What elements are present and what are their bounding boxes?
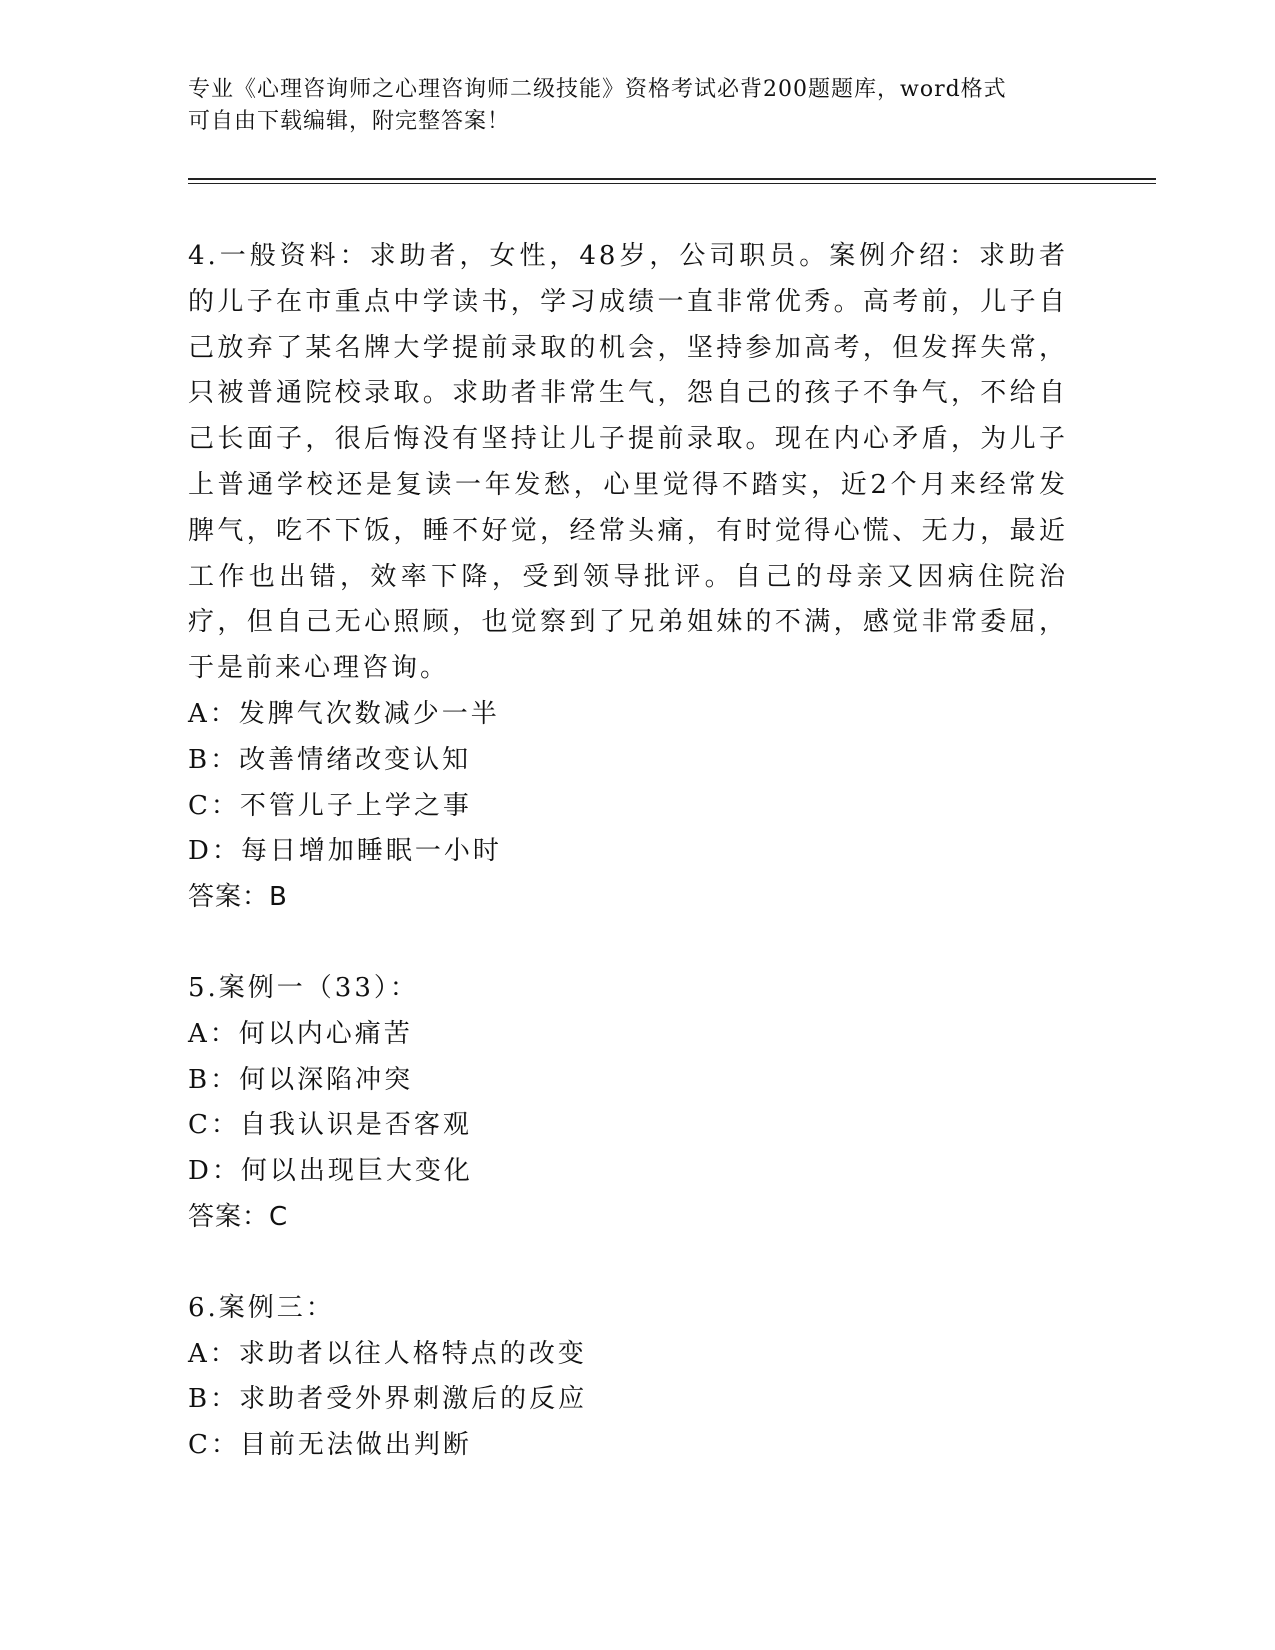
answer-label: 答案：C [188, 1201, 289, 1232]
option-c: C：自我认识是否客观 [188, 1110, 472, 1141]
option-a: A：发脾气次数减少一半 [188, 698, 500, 729]
option-a: A：求助者以往人格特点的改变 [188, 1338, 587, 1369]
question-stem: 6.案例三： [188, 1292, 335, 1323]
question-list [188, 234, 1068, 1469]
answer-label: 答案：B [188, 882, 288, 913]
option-d: D：每日增加睡眠一小时 [188, 836, 502, 867]
option-c: C：不管儿子上学之事 [188, 790, 472, 821]
question-4 [188, 234, 1068, 921]
document-header [188, 74, 1068, 138]
header-title-line-1: 专业《心理咨询师之心理咨询师二级技能》资格考试必背200题题库，word格式 [188, 77, 1007, 102]
option-a: A：何以内心痛苦 [188, 1018, 413, 1049]
question-stem: 4.一般资料：求助者，女性，48岁，公司职员。案例介绍：求助者的儿子在市重点中学读书，学习成绩一直非常优秀。高考前，儿子自己放弃了某名牌大学提前录取的机会，坚持参加高考，但发挥失常，只被普通院校录取。求助者非常生气，怨自己的孩子不争气，不给自己长面子，很后悔没有坚持让儿子提前录取。现在内心矛盾，为儿子上普通学校还是复读一年发愁，心里觉得不踏实，近2个月来经常发脾气，吃不下饭，睡不好觉，经常头痛，有时觉得心慌、无力，最近工作也出错，效率下降，受到领导批评。自己的母亲又因病住院治疗，但自己无心照顾，也觉察到了兄弟姐妹的不满，感觉非常委屈，于是前来心理咨询。 [188, 241, 1068, 684]
option-c: C：目前无法做出判断 [188, 1430, 472, 1461]
question-stem: 5.案例一（33）： [188, 972, 419, 1003]
option-b: B：何以深陷冲突 [188, 1064, 414, 1095]
header-title-line-2: 可自由下载编辑，附完整答案！ [188, 109, 511, 134]
question-5 [188, 966, 1068, 1241]
question-spacer [188, 1241, 1068, 1286]
question-spacer [188, 921, 1068, 966]
question-6 [188, 1286, 1068, 1469]
option-d: D：何以出现巨大变化 [188, 1156, 473, 1187]
option-b: B：改善情绪改变认知 [188, 744, 472, 775]
header-divider [188, 178, 1156, 184]
option-b: B：求助者受外界刺激后的反应 [188, 1384, 588, 1415]
